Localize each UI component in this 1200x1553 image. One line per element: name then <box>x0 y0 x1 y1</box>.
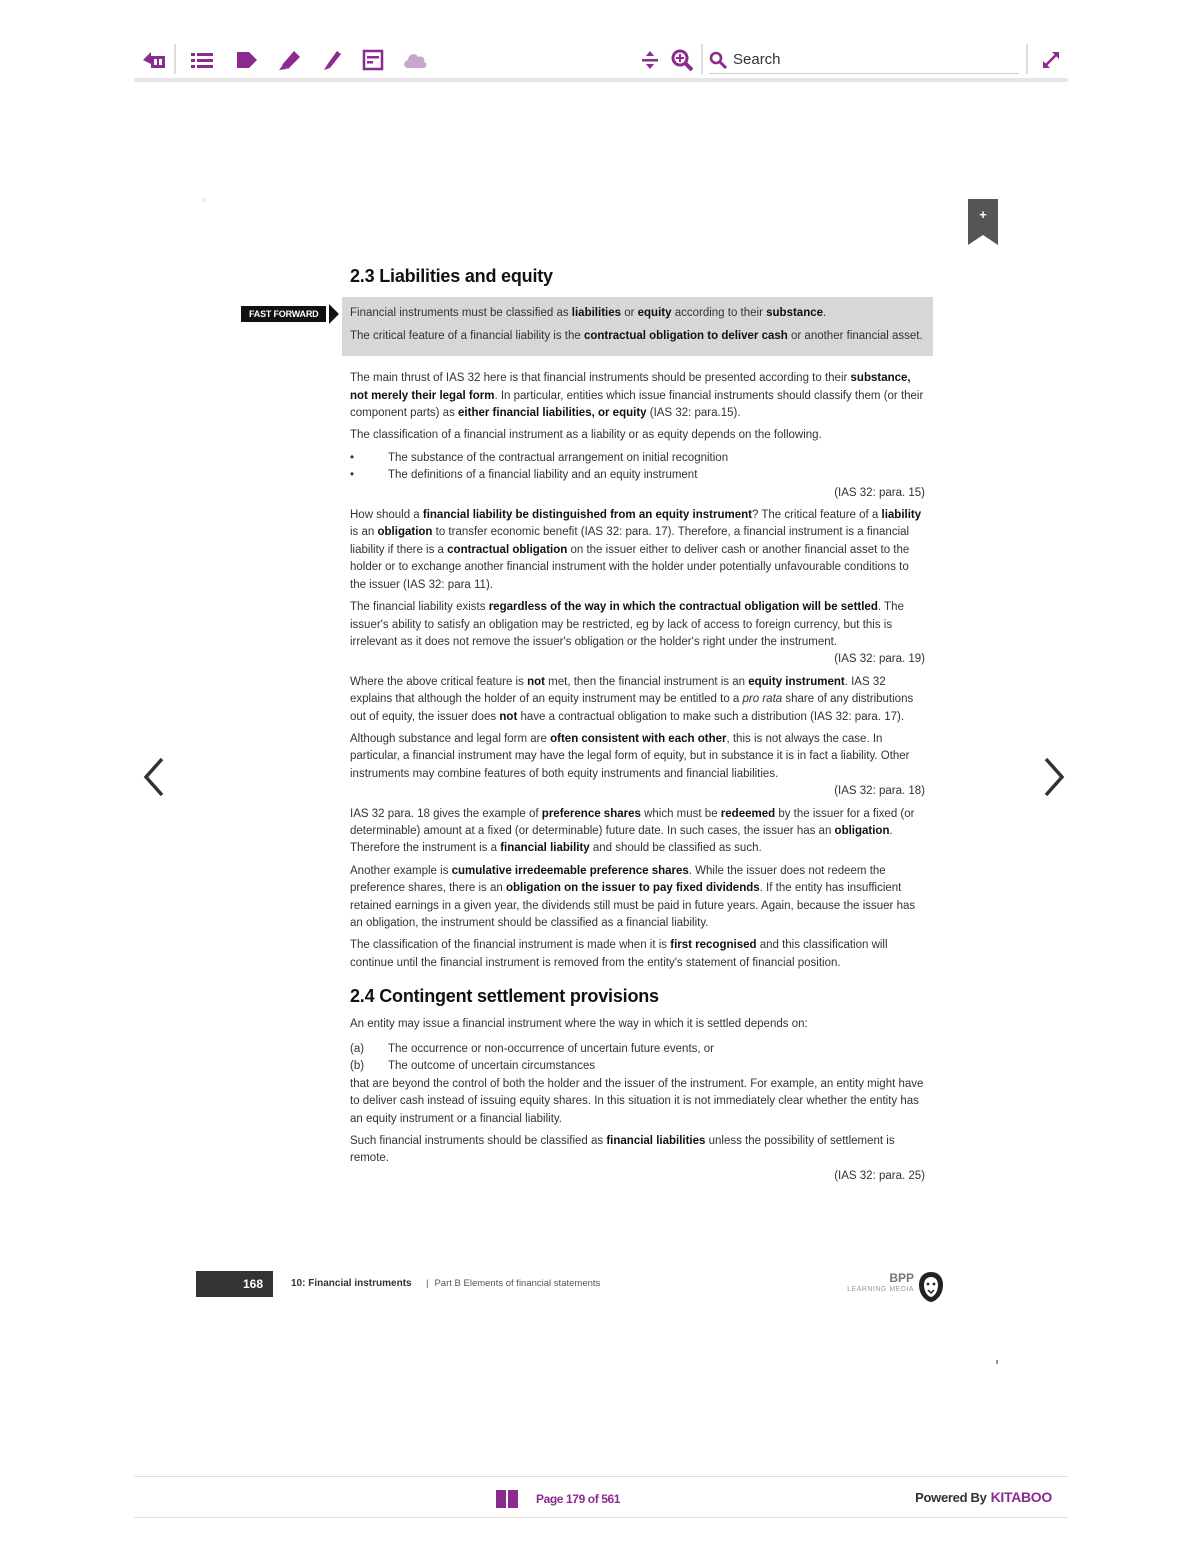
reference: (IAS 32: para. 25) <box>834 1169 925 1182</box>
next-page-arrow[interactable] <box>1038 755 1068 799</box>
chevron-left-icon <box>140 755 170 799</box>
chevron-right-icon <box>1038 755 1068 799</box>
zoom-icon[interactable] <box>668 46 696 74</box>
body-paragraph: The financial liability exists regardless of the way in which the contractual obligation will be settled. The issuer's ability to satisfy an obligation may be restricted, eg by lack of access to foreign currency, but this is irrelevant as it does not remove the issuer's obligation or the holder's right under the instrument. <box>350 601 904 648</box>
reference: (IAS 32: para. 19) <box>834 653 925 666</box>
body-paragraph: that are beyond the control of both the holder and the issuer of the instrument. For example, an entity might have to deliver cash instead of issuing equity shares. In this situation it is not immediately clear whether the entity has an equity instrument or a financial liability. <box>350 1077 924 1125</box>
powered-by: Powered By KITABOO <box>915 1489 1052 1505</box>
body-paragraph: IAS 32 para. 18 gives the example of preference shares which must be redeemed by the issuer for a fixed (or determinable) amount at a fixed (or determinable) future date. In such cases, the issuer has an obligation. Therefore the instrument is a financial liability and should be classified as such. <box>350 807 915 855</box>
body-paragraph: An entity may issue a financial instrument where the way in which it is settled depends on: <box>350 1017 808 1030</box>
body-paragraph: Although substance and legal form are often consistent with each other, this is not always the case. In particular, a financial instrument may have the legal form of equity, but in substance it is in fact a liability. Other instruments may combine features of both equity instruments and financial liabilities. <box>350 732 910 780</box>
list-item: • The definitions of a financial liability and an equity instrument <box>350 467 925 484</box>
lettered-list <box>350 1041 925 1076</box>
body-paragraph: The main thrust of IAS 32 here is that financial instruments should be presented according to their substance, not merely their legal form. In particular, entities which issue financial instruments should classify them (or their component parts) as either financial liabilities, or equity (IAS 32: para.15). <box>350 372 924 420</box>
reader-bottom-bar <box>134 1476 1068 1518</box>
publisher-name: BPP <box>889 1271 914 1285</box>
bookmarks-icon[interactable] <box>233 46 261 74</box>
toolbar-separator <box>174 44 176 74</box>
brand-logo: KITABOO <box>990 1489 1052 1505</box>
body-paragraph: Another example is cumulative irredeemable preference shares. While the issuer does not redeem the preference shares, there is an obligation on the issuer to pay fixed dividends. If the entity has insufficient retained earnings in a given year, the dividends still must be paid in future years. Again, because the issuer has an obligation, the instrument should be classified as a financial liability. <box>350 864 916 929</box>
bookmark-ribbon[interactable] <box>968 199 998 245</box>
bookmark-add-label: + <box>979 207 987 222</box>
part-title: | Part B Elements of financial statements <box>426 1278 601 1289</box>
notes-icon[interactable] <box>359 46 387 74</box>
toolbar-separator <box>701 44 703 74</box>
list-item: • The substance of the contractual arrangement on initial recognition <box>350 450 925 467</box>
pen-icon[interactable] <box>318 46 346 74</box>
highlighter-icon[interactable] <box>276 46 304 74</box>
body-paragraph: Where the above critical feature is not met, then the financial instrument is an equity instrument. IAS 32 explains that although the holder of an equity instrument may be entitled to a pro rata share of any distributions out of equity, the issuer does not have a contractual obligation to make such a distribution (IAS 32: para. 17). <box>350 675 914 723</box>
search-box <box>709 46 1019 74</box>
fit-page-icon[interactable] <box>636 46 664 74</box>
page-corner-mark <box>202 198 206 202</box>
reference: (IAS 32: para. 15) <box>834 486 925 499</box>
toolbar-separator <box>1026 44 1028 74</box>
page-indicator-label: Page 179 of 561 <box>536 1492 621 1506</box>
section-heading: 2.3 Liabilities and equity <box>350 266 553 286</box>
previous-page-arrow[interactable] <box>140 755 170 799</box>
section-heading: 2.4 Contingent settlement provisions <box>350 986 659 1007</box>
publisher-logo <box>841 1271 946 1303</box>
fast-forward-label: FAST FORWARD <box>241 306 326 322</box>
reference: (IAS 32: para. 18) <box>834 785 925 798</box>
lion-icon <box>918 1271 944 1303</box>
search-input[interactable] <box>733 51 1003 68</box>
bullet-list <box>350 450 925 485</box>
body-paragraph: How should a financial liability be distinguished from an equity instrument? The critical feature of a liability is an obligation to transfer economic benefit (IAS 32: para. 17). Therefore, a financial instrument is a financial liability if there is a contractual obligation on the issuer either to deliver cash or another financial asset to the holder or to exchange another financial instrument with the holder under potentially unfavourable conditions to the issuer (IAS 32: para 11). <box>350 509 922 591</box>
toc-icon[interactable] <box>188 46 216 74</box>
search-icon[interactable] <box>709 51 727 69</box>
body-paragraph: The classification of the financial instrument is made when it is first recognised and this classification will continue until the financial instrument is removed from the entity's statement of financial position. <box>350 939 888 969</box>
list-marker: (a) <box>350 1043 365 1056</box>
thumbnails-icon[interactable] <box>496 1489 520 1509</box>
book-page-footer <box>196 1271 946 1299</box>
book-page-content <box>350 268 925 1190</box>
body-paragraph: Such financial instruments should be classified as financial liabilities unless the possibility of settlement is remote. <box>350 1135 895 1165</box>
list-item: (a) The occurrence or non-occurrence of uncertain future events, or <box>350 1041 925 1058</box>
chevron-right-icon <box>329 304 339 324</box>
publisher-subtitle: LEARNING MEDIA <box>847 1286 914 1293</box>
reader-toolbar <box>134 38 1068 82</box>
list-marker: (b) <box>350 1060 365 1073</box>
page-indicator[interactable] <box>496 1489 620 1509</box>
key-point-paragraph: Financial instruments must be classified as liabilities or equity according to their substance. <box>350 307 827 320</box>
chapter-title: 10: Financial instruments <box>291 1278 412 1289</box>
home-icon[interactable] <box>140 46 168 74</box>
page-number: 168 <box>196 1271 273 1297</box>
body-paragraph: The classification of a financial instrument as a liability or as equity depends on the following. <box>350 429 822 442</box>
fast-forward-badge <box>241 304 339 324</box>
fullscreen-icon[interactable] <box>1037 46 1065 74</box>
cloud-sync-icon[interactable] <box>401 46 429 74</box>
key-point-box <box>342 297 933 356</box>
list-item: (b) The outcome of uncertain circumstances <box>350 1058 925 1075</box>
key-point-paragraph: The critical feature of a financial liability is the contractual obligation to deliver cash or another financial asset. <box>350 329 923 342</box>
page-corner-mark <box>996 1360 998 1364</box>
